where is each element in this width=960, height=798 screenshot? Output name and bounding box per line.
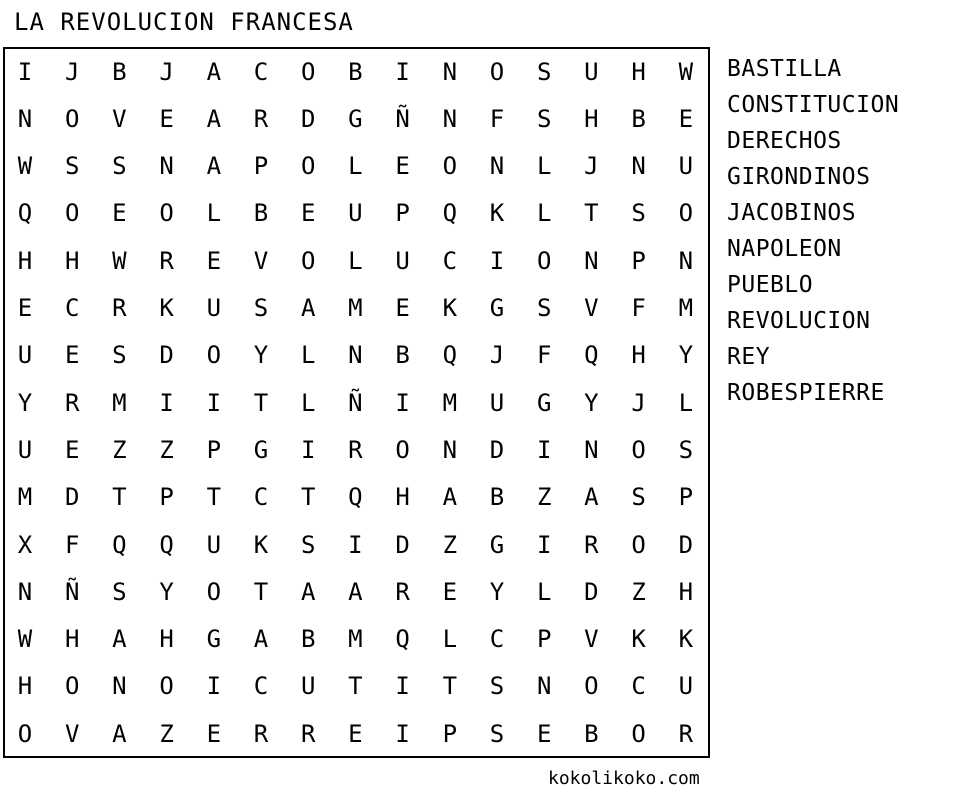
word-item: CONSTITUCION bbox=[727, 92, 900, 118]
grid-cell[interactable]: N bbox=[17, 577, 33, 606]
grid-cell[interactable]: E bbox=[348, 719, 363, 748]
grid-cell[interactable]: P bbox=[442, 719, 458, 748]
grid-cell[interactable]: T bbox=[253, 577, 269, 606]
grid-cell[interactable]: R bbox=[253, 719, 269, 748]
grid-cell[interactable]: C bbox=[489, 625, 505, 654]
word-list bbox=[727, 52, 899, 412]
grid-cell[interactable]: H bbox=[17, 672, 33, 701]
grid-cell[interactable]: U bbox=[206, 530, 222, 559]
grid-cell[interactable]: U bbox=[17, 435, 33, 464]
grid-cell[interactable]: D bbox=[159, 341, 174, 370]
grid-cell[interactable]: J bbox=[159, 57, 174, 86]
grid-cell[interactable]: R bbox=[253, 104, 269, 133]
grid-cell[interactable]: R bbox=[348, 435, 363, 464]
grid-cell[interactable]: Q bbox=[442, 341, 458, 370]
grid-cell[interactable]: S bbox=[489, 672, 505, 701]
grid-cell[interactable]: R bbox=[159, 246, 174, 275]
grid-cell[interactable]: Q bbox=[395, 625, 410, 654]
grid-cell[interactable]: S bbox=[112, 577, 127, 606]
grid-cell[interactable]: B bbox=[584, 719, 599, 748]
grid-cell[interactable]: D bbox=[584, 577, 599, 606]
grid-cell[interactable]: T bbox=[584, 199, 599, 228]
grid-cell[interactable]: L bbox=[348, 152, 363, 181]
grid-cell[interactable]: N bbox=[442, 104, 458, 133]
grid-cell[interactable]: M bbox=[348, 294, 363, 322]
grid-cell[interactable]: I bbox=[206, 388, 222, 417]
grid-cell[interactable]: Q bbox=[348, 483, 363, 512]
grid-cell[interactable]: A bbox=[348, 577, 363, 606]
grid-cell[interactable]: D bbox=[395, 530, 410, 559]
grid-cell[interactable]: B bbox=[348, 57, 363, 86]
grid-cell[interactable]: T bbox=[253, 388, 269, 417]
grid-cell[interactable]: I bbox=[536, 435, 552, 464]
grid-cell[interactable]: A bbox=[112, 719, 127, 748]
grid-cell[interactable]: C bbox=[64, 294, 80, 322]
grid-cell[interactable]: H bbox=[678, 577, 694, 606]
grid-cell[interactable]: H bbox=[64, 625, 80, 654]
grid-cell[interactable]: Z bbox=[112, 435, 127, 464]
grid-cell[interactable]: C bbox=[253, 483, 269, 512]
grid-cell[interactable]: S bbox=[678, 435, 694, 464]
grid-cell[interactable]: Y bbox=[489, 577, 505, 606]
grid-cell[interactable]: A bbox=[442, 483, 458, 512]
grid-cell[interactable]: N bbox=[631, 152, 646, 181]
grid-cell[interactable]: B bbox=[300, 625, 316, 654]
grid-cell[interactable]: P bbox=[159, 483, 174, 512]
grid-cell[interactable]: K bbox=[159, 294, 174, 322]
grid-cell[interactable]: M bbox=[348, 625, 363, 654]
grid-cell[interactable]: S bbox=[631, 483, 646, 512]
grid-cell[interactable]: A bbox=[253, 625, 269, 654]
grid-cell[interactable]: O bbox=[206, 341, 222, 370]
grid-cell[interactable]: A bbox=[206, 57, 222, 86]
grid-cell[interactable]: X bbox=[17, 530, 33, 559]
grid-cell[interactable]: G bbox=[536, 388, 552, 417]
grid-cell[interactable]: U bbox=[584, 57, 599, 86]
grid-cell[interactable]: Y bbox=[678, 341, 694, 370]
grid-cell[interactable]: D bbox=[678, 530, 694, 559]
grid-cell[interactable]: W bbox=[17, 152, 33, 181]
grid-cell[interactable]: U bbox=[678, 152, 694, 181]
grid-cell[interactable]: B bbox=[489, 483, 505, 512]
grid-cell[interactable]: A bbox=[300, 294, 316, 322]
grid-cell[interactable]: P bbox=[536, 625, 552, 654]
word-item: NAPOLEON bbox=[727, 236, 842, 262]
grid-cell[interactable]: O bbox=[631, 719, 646, 748]
grid-cell[interactable]: B bbox=[395, 341, 410, 370]
grid-cell[interactable]: N bbox=[348, 341, 363, 370]
grid-cell[interactable]: N bbox=[159, 152, 174, 181]
grid-cell[interactable]: S bbox=[631, 199, 646, 228]
grid-cell[interactable]: O bbox=[631, 530, 646, 559]
grid-cell[interactable]: D bbox=[300, 104, 316, 133]
grid-cell[interactable]: N bbox=[584, 435, 599, 464]
grid-cell[interactable]: I bbox=[536, 530, 552, 559]
grid-cell[interactable]: L bbox=[678, 388, 694, 417]
grid-cell[interactable]: D bbox=[489, 435, 505, 464]
puzzle-title: LA REVOLUCION FRANCESA bbox=[14, 8, 354, 36]
grid-cell[interactable]: Z bbox=[442, 530, 458, 559]
grid-cell[interactable]: C bbox=[442, 246, 458, 275]
grid-cell[interactable]: E bbox=[17, 294, 33, 322]
grid-cell[interactable]: A bbox=[112, 625, 127, 654]
grid-cell[interactable]: K bbox=[489, 199, 505, 228]
grid-cell[interactable]: Ñ bbox=[64, 577, 80, 606]
grid-cell[interactable]: A bbox=[300, 577, 316, 606]
grid-cell[interactable]: Ñ bbox=[395, 104, 410, 133]
grid-cell[interactable]: P bbox=[253, 152, 269, 181]
grid-cell[interactable]: M bbox=[442, 388, 458, 417]
grid-cell[interactable]: R bbox=[678, 719, 694, 748]
grid-cell[interactable]: Z bbox=[536, 483, 552, 512]
grid-cell[interactable]: I bbox=[17, 57, 33, 86]
grid-cell[interactable]: Z bbox=[159, 719, 174, 748]
grid-cell[interactable]: A bbox=[206, 152, 222, 181]
grid-cell[interactable]: A bbox=[206, 104, 222, 133]
grid-cell[interactable]: E bbox=[536, 719, 552, 748]
grid-cell[interactable]: I bbox=[489, 246, 505, 275]
grid-cell[interactable]: Q bbox=[159, 530, 174, 559]
grid-cell[interactable]: P bbox=[631, 246, 646, 275]
grid-cell[interactable]: E bbox=[206, 246, 222, 275]
grid-cell[interactable]: I bbox=[395, 672, 410, 701]
grid-cell[interactable]: L bbox=[536, 577, 552, 606]
grid-cell[interactable]: O bbox=[300, 57, 316, 86]
grid-cell[interactable]: V bbox=[64, 719, 80, 748]
word-item: ROBESPIERRE bbox=[727, 380, 885, 406]
word-item: PUEBLO bbox=[727, 272, 814, 298]
grid-cell[interactable]: Y bbox=[253, 341, 269, 370]
grid-cell[interactable]: U bbox=[678, 672, 694, 701]
grid-cell[interactable]: B bbox=[631, 104, 646, 133]
grid-cell[interactable]: I bbox=[159, 388, 174, 417]
grid-cell[interactable]: O bbox=[442, 152, 458, 181]
grid-cell[interactable]: C bbox=[253, 57, 269, 86]
grid-cell[interactable]: H bbox=[631, 341, 646, 370]
grid-cell[interactable]: R bbox=[300, 719, 316, 748]
grid-cell[interactable]: I bbox=[206, 672, 222, 701]
grid-cell[interactable]: E bbox=[442, 577, 458, 606]
grid-cell[interactable]: L bbox=[348, 246, 363, 275]
grid-cell[interactable]: P bbox=[206, 435, 222, 464]
grid-cell[interactable]: E bbox=[678, 104, 694, 133]
grid-cell[interactable]: V bbox=[584, 294, 599, 322]
grid-cell[interactable]: R bbox=[64, 388, 80, 417]
grid-cell[interactable]: T bbox=[442, 672, 458, 701]
grid-cell[interactable]: N bbox=[112, 672, 127, 701]
grid-cell[interactable]: L bbox=[442, 625, 458, 654]
grid-cell[interactable]: E bbox=[64, 435, 80, 464]
grid-cell[interactable]: M bbox=[17, 483, 33, 512]
grid-cell[interactable]: S bbox=[253, 294, 269, 322]
grid-cell[interactable]: C bbox=[631, 672, 646, 701]
grid-cell[interactable]: S bbox=[112, 341, 127, 370]
grid-cell[interactable]: O bbox=[159, 199, 174, 228]
word-item: BASTILLA bbox=[727, 56, 842, 82]
grid-cell[interactable]: O bbox=[300, 152, 316, 181]
grid-cell[interactable]: V bbox=[584, 625, 599, 654]
grid-cell[interactable]: N bbox=[17, 104, 33, 133]
grid-cell[interactable]: O bbox=[584, 672, 599, 701]
grid-cell[interactable]: Q bbox=[17, 199, 33, 228]
grid-cell[interactable]: H bbox=[159, 625, 174, 654]
grid-cell[interactable]: L bbox=[206, 199, 222, 228]
grid-cell[interactable]: E bbox=[395, 152, 410, 181]
grid-cell[interactable]: N bbox=[536, 672, 552, 701]
grid-cell[interactable]: U bbox=[300, 672, 316, 701]
word-item: REY bbox=[727, 344, 771, 370]
grid-cell[interactable]: K bbox=[253, 530, 269, 559]
grid-cell[interactable]: U bbox=[17, 341, 33, 370]
grid-cell[interactable]: O bbox=[159, 672, 174, 701]
grid-cell[interactable]: D bbox=[64, 483, 80, 512]
grid-cell[interactable]: W bbox=[112, 246, 127, 275]
grid-cell[interactable]: Ñ bbox=[348, 388, 363, 417]
grid-cell[interactable]: N bbox=[442, 435, 458, 464]
grid-cell[interactable]: S bbox=[300, 530, 316, 559]
grid-cell[interactable]: G bbox=[489, 530, 505, 559]
grid-cell[interactable]: O bbox=[17, 719, 33, 748]
grid-cell[interactable]: W bbox=[678, 57, 694, 86]
grid-cell[interactable]: G bbox=[206, 625, 222, 654]
grid-cell[interactable]: R bbox=[395, 577, 410, 606]
grid-cell[interactable]: O bbox=[395, 435, 410, 464]
grid-cell[interactable]: O bbox=[678, 199, 694, 228]
grid-cell[interactable]: K bbox=[678, 625, 694, 654]
grid-cell[interactable]: V bbox=[112, 104, 127, 133]
word-item: GIRONDINOS bbox=[727, 164, 871, 190]
grid-cell[interactable]: E bbox=[395, 294, 410, 322]
grid-cell[interactable]: I bbox=[300, 435, 316, 464]
grid-cell[interactable]: E bbox=[159, 104, 174, 133]
grid-cell[interactable]: U bbox=[395, 246, 410, 275]
grid-cell[interactable]: E bbox=[300, 199, 316, 228]
grid-cell[interactable]: G bbox=[253, 435, 269, 464]
grid-cell[interactable]: O bbox=[489, 57, 505, 86]
grid-cell[interactable]: O bbox=[300, 246, 316, 275]
grid-cell[interactable]: K bbox=[442, 294, 458, 322]
grid-cell[interactable]: T bbox=[206, 483, 222, 512]
grid-cell[interactable]: F bbox=[536, 341, 552, 370]
grid-cell[interactable]: J bbox=[631, 388, 646, 417]
grid-cell[interactable]: O bbox=[536, 246, 552, 275]
grid-cell[interactable]: H bbox=[64, 246, 80, 275]
grid-cell[interactable]: Q bbox=[112, 530, 127, 559]
grid-cell[interactable]: Z bbox=[631, 577, 646, 606]
word-item: REVOLUCION bbox=[727, 308, 871, 334]
grid-cell[interactable]: S bbox=[489, 719, 505, 748]
grid-cell[interactable]: R bbox=[112, 294, 127, 322]
grid-cell[interactable]: I bbox=[395, 57, 410, 86]
grid-cell[interactable]: U bbox=[348, 199, 363, 228]
grid-cell[interactable]: E bbox=[206, 719, 222, 748]
grid-cell[interactable]: B bbox=[253, 199, 269, 228]
grid-cell[interactable]: C bbox=[253, 672, 269, 701]
grid-cell[interactable]: H bbox=[17, 246, 33, 275]
grid-cell[interactable]: E bbox=[64, 341, 80, 370]
word-item: DERECHOS bbox=[727, 128, 842, 154]
grid-cell[interactable]: I bbox=[395, 388, 410, 417]
grid-cell[interactable]: S bbox=[64, 152, 80, 181]
grid-cell[interactable]: J bbox=[584, 152, 599, 181]
grid-cell[interactable]: Q bbox=[442, 199, 458, 228]
grid-cell[interactable]: O bbox=[631, 435, 646, 464]
grid-cell[interactable]: O bbox=[206, 577, 222, 606]
grid-cell[interactable]: H bbox=[395, 483, 410, 512]
grid-cell[interactable]: P bbox=[395, 199, 410, 228]
grid-cell[interactable]: G bbox=[489, 294, 505, 322]
grid-cell[interactable]: M bbox=[678, 294, 694, 322]
grid-cell[interactable]: S bbox=[536, 294, 552, 322]
grid-cell[interactable]: K bbox=[631, 625, 646, 654]
grid-cell[interactable]: O bbox=[64, 672, 80, 701]
letter-grid bbox=[3, 47, 710, 758]
grid-cell[interactable]: Z bbox=[159, 435, 174, 464]
grid-cell[interactable]: N bbox=[442, 57, 458, 86]
grid-cell[interactable]: L bbox=[300, 341, 316, 370]
grid-cell[interactable]: S bbox=[536, 57, 552, 86]
grid-cell[interactable]: Y bbox=[17, 388, 33, 417]
grid-cell[interactable]: T bbox=[300, 483, 316, 512]
grid-cell[interactable]: F bbox=[64, 530, 80, 559]
grid-cell[interactable]: Y bbox=[159, 577, 174, 606]
grid-cell[interactable]: N bbox=[678, 246, 694, 275]
grid-cell[interactable]: P bbox=[678, 483, 694, 512]
site-credit: kokolikoko.com bbox=[548, 768, 700, 789]
grid-cell[interactable]: L bbox=[300, 388, 316, 417]
grid-cell[interactable]: J bbox=[64, 57, 80, 86]
grid-cell[interactable]: F bbox=[489, 104, 505, 133]
grid-cell[interactable]: W bbox=[17, 625, 33, 654]
grid-cell[interactable]: J bbox=[489, 341, 505, 370]
grid-cell[interactable]: B bbox=[112, 57, 127, 86]
grid-cell[interactable]: A bbox=[584, 483, 599, 512]
grid-cell[interactable]: H bbox=[631, 57, 646, 86]
grid-cell[interactable]: N bbox=[584, 246, 599, 275]
grid-cell[interactable]: N bbox=[489, 152, 505, 181]
grid-cell[interactable]: H bbox=[584, 104, 599, 133]
grid-cell[interactable]: F bbox=[631, 294, 646, 322]
grid-cell[interactable]: S bbox=[536, 104, 552, 133]
grid-cell[interactable]: V bbox=[253, 246, 269, 275]
grid-cell[interactable]: I bbox=[348, 530, 363, 559]
grid-cell[interactable]: E bbox=[112, 199, 127, 228]
grid-cell[interactable]: S bbox=[112, 152, 127, 181]
grid-cell[interactable]: M bbox=[112, 388, 127, 417]
grid-cell[interactable]: Y bbox=[584, 388, 599, 417]
grid-cell[interactable]: Q bbox=[584, 341, 599, 370]
grid-cell[interactable]: L bbox=[536, 152, 552, 181]
grid-cell[interactable]: G bbox=[348, 104, 363, 133]
grid-cell[interactable]: T bbox=[348, 672, 363, 701]
grid-cell[interactable]: O bbox=[64, 199, 80, 228]
grid-cell[interactable]: R bbox=[584, 530, 599, 559]
grid-cell[interactable]: T bbox=[112, 483, 127, 512]
word-item: JACOBINOS bbox=[727, 200, 857, 226]
grid-cell[interactable]: U bbox=[206, 294, 222, 322]
grid-cell[interactable]: I bbox=[395, 719, 410, 748]
grid-cell[interactable]: O bbox=[64, 104, 80, 133]
grid-cell[interactable]: U bbox=[489, 388, 505, 417]
grid-cell[interactable]: L bbox=[536, 199, 552, 228]
